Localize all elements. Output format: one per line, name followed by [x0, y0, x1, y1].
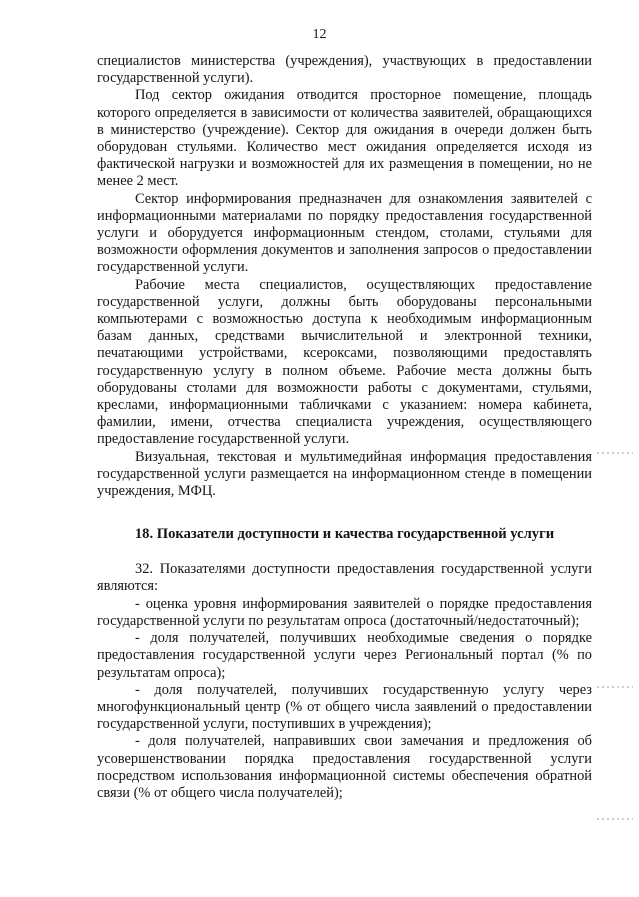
paragraph: Сектор информирования предназначен для ознакомления заявителей с информационными материалами по порядку предоставления государственной услуги и оборудуется информационным стендом, столами, стульями для возможности оформления документов и заполнения запросов о предоставлении государственной услуги. [97, 190, 592, 276]
section-heading: 18. Показатели доступности и качества государственной услуги [134, 526, 555, 543]
page-number: 12 [312, 27, 327, 42]
list-item: - доля получателей, получивших государственную услугу через многофункциональный центр (% от общего числа заявлений о предоставлении государственной услуги, поступивших в учреждения); [97, 681, 592, 733]
document-body [97, 53, 592, 802]
scan-artifact [597, 818, 633, 820]
paragraph: специалистов министерства (учреждения), участвующих в предоставлении государственной услуги). [97, 53, 592, 87]
list-item: - оценка уровня информирования заявителей о порядке предоставления государственной услуги по результатам опроса (достаточный/недостаточный); [97, 595, 592, 629]
paragraph: Под сектор ожидания отводится просторное помещение, площадь которого определяется в зависимости от количества заявителей, обращающихся в министерство (учреждение). Сектор для ожидания в очереди должен быть оборудован стульями. Количество мест ожидания определяется исходя из фактической нагрузки и возможностей для их размещения в помещении, но не менее 2 мест. [97, 87, 592, 190]
scan-artifact [597, 686, 633, 688]
list-item: - доля получателей, направивших свои замечания и предложения об усовершенствовании порядка предоставления государственной услуги посредством использования информационной системы обеспечения обратной связи (% от общего числа получателей); [97, 733, 592, 801]
scan-artifact [597, 452, 633, 454]
paragraph: 32. Показателями доступности предоставления государственной услуги являются: [97, 561, 592, 595]
paragraph: Визуальная, текстовая и мультимедийная информация предоставления государственной услуги размещается на информационном стенде в помещении учреждения, МФЦ. [97, 448, 592, 500]
paragraph: Рабочие места специалистов, осуществляющих предоставление государственной услуги, должны быть оборудованы персональными компьютерами с возможностью доступа к необходимым информационным базам данных, средствами вычислительной и электронной техники, печатающими устройствами, ксероксами, позволяющими предоставлять государственную услугу в полном объеме. Рабочие места должны быть оборудованы столами для возможности работы с документами, стульями, креслами, информационными табличками с указанием: номера кабинета, фамилии, имени, отчества специалиста учреждения, осуществляющего предоставление государственной услуги. [97, 276, 592, 448]
list-item: - доля получателей, получивших необходимые сведения о порядке предоставления государственной услуги через Региональный портал (% по результатам опроса); [97, 630, 592, 681]
